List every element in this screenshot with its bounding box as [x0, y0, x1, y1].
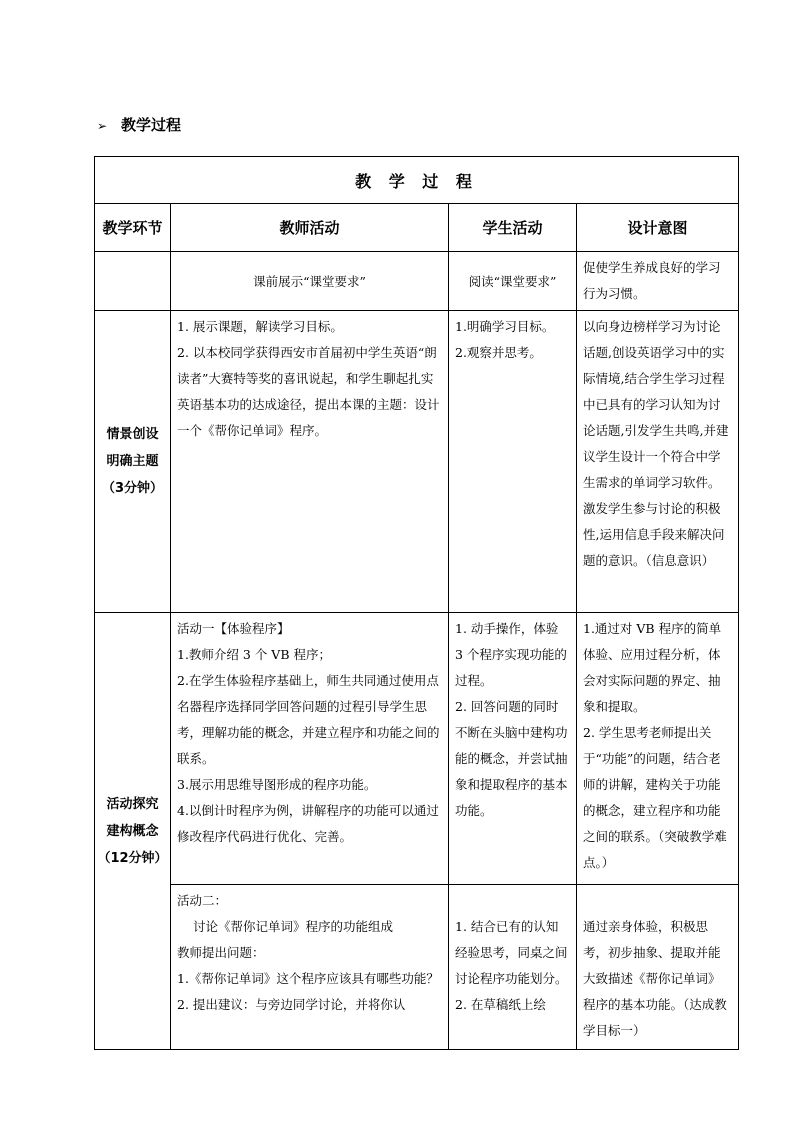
table-row: [95, 252, 739, 311]
teacher-line: 活动二：: [177, 893, 228, 908]
table-header-row: [95, 204, 739, 252]
stage-cell: [95, 613, 171, 1050]
intent-cell: 促使学生养成良好的学习行为习惯。: [577, 252, 739, 311]
student-line: 2.观察并思考。: [455, 345, 542, 360]
stage-line: 活动探究: [106, 796, 159, 812]
stage-line: （3分钟）: [101, 481, 164, 496]
teacher-cell: [171, 885, 449, 1050]
intent-line: 1.通过对 VB 程序的简单体验、应用过程分析，体会对实际问题的界定、抽象和提取。: [583, 621, 722, 714]
intent-cell: 以向身边榜样学习为讨论话题,创设英语学习中的实际情境,结合学生学习过程中已具有的学习认知为讨论话题,引发学生共鸣,并建议学生设计一个符合中学生需求的单词学习软件。激发学生参与讨论的积极性,运用信息手段来解决问题的意识。（信息意识）: [577, 311, 739, 613]
teacher-cell: [171, 311, 449, 613]
teacher-cell: [171, 613, 449, 885]
teacher-line: 1. 展示课题，解读学习目标。: [177, 319, 343, 334]
stage-line: （12分钟）: [97, 850, 168, 866]
intent-line: 通过亲身体验，积极思考，初步抽象、提取并能大致描述《帮你记单词》程序的基本功能。（达成教学目标一）: [583, 919, 727, 1038]
section-heading: [97, 114, 181, 135]
intent-cell: [577, 885, 739, 1050]
table-title: 教 学 过 程: [95, 157, 739, 204]
teacher-line: 2. 以本校同学获得西安市首届初中学生英语“朗读者”大赛特等奖的喜讯说起，和学生聊起扎实英语基本功的达成途径，提出本课的主题：设计一个《帮你记单词》程序。: [177, 345, 440, 438]
student-cell: [449, 311, 577, 613]
intent-cell: [577, 613, 739, 885]
header-teacher: 教师活动: [171, 204, 449, 252]
student-line: 2. 回答问题的同时不断在头脑中建构功能的概念，并尝试抽象和提取程序的基本功能。: [455, 699, 568, 818]
student-cell: 阅读“课堂要求”: [449, 252, 577, 311]
teacher-line: 讨论《帮你记单词》程序的功能组成: [193, 919, 394, 934]
intent-line: 2. 学生思考老师提出关于“功能”的问题，结合老师的讲解，建构关于功能的概念，建立程序和功能之间的联系。（突破教学难点。）: [583, 725, 727, 870]
stage-cell: [95, 311, 171, 613]
table-row: [95, 885, 739, 1050]
teacher-line: 2. 提出建议：与旁边同学讨论，并将你认: [177, 997, 406, 1012]
teacher-line: 1.《帮你记单词》这个程序应该具有哪些功能？: [177, 971, 439, 986]
lesson-process-table: [94, 156, 739, 1050]
teacher-line: 3.展示用思维导图形成的程序功能。: [177, 777, 377, 792]
teacher-line: 4.以倒计时程序为例，讲解程序的功能可以通过修改程序代码进行优化、完善。: [177, 803, 439, 844]
table-title-row: [95, 157, 739, 204]
student-line: 1. 动手操作，体验 3 个程序实现功能的过程。: [455, 621, 567, 688]
arrow-bullet-icon: ➢: [97, 119, 108, 133]
student-line: 2. 在草稿纸上绘: [455, 997, 546, 1012]
teacher-cell: 课前展示“课堂要求”: [171, 252, 449, 311]
table-row: [95, 311, 739, 613]
teacher-line: 2.在学生体验程序基础上，师生共同通过使用点名器程序选择同学回答问题的过程引导学生思考，理解功能的概念，并建立程序和功能之间的联系。: [177, 673, 440, 766]
student-line: 1.明确学习目标。: [455, 319, 555, 334]
stage-line: 明确主题: [106, 454, 159, 469]
student-line: 1. 结合已有的认知经验思考，同桌之间讨论程序功能划分。: [455, 919, 568, 986]
section-title: 教学过程: [121, 116, 182, 134]
teacher-line: 教师提出问题：: [177, 945, 265, 960]
table-row: [95, 613, 739, 885]
student-cell: [449, 613, 577, 885]
header-intent: 设计意图: [577, 204, 739, 252]
header-stage: 教学环节: [95, 204, 171, 252]
header-student: 学生活动: [449, 204, 577, 252]
stage-line: 建构概念: [106, 823, 159, 839]
teacher-line: 活动一【体验程序】: [177, 621, 290, 636]
stage-line: 情景创设: [106, 427, 159, 442]
stage-cell-empty: [95, 252, 171, 311]
teacher-line: 1.教师介绍 3 个 VB 程序；: [177, 647, 331, 662]
student-cell: [449, 885, 577, 1050]
